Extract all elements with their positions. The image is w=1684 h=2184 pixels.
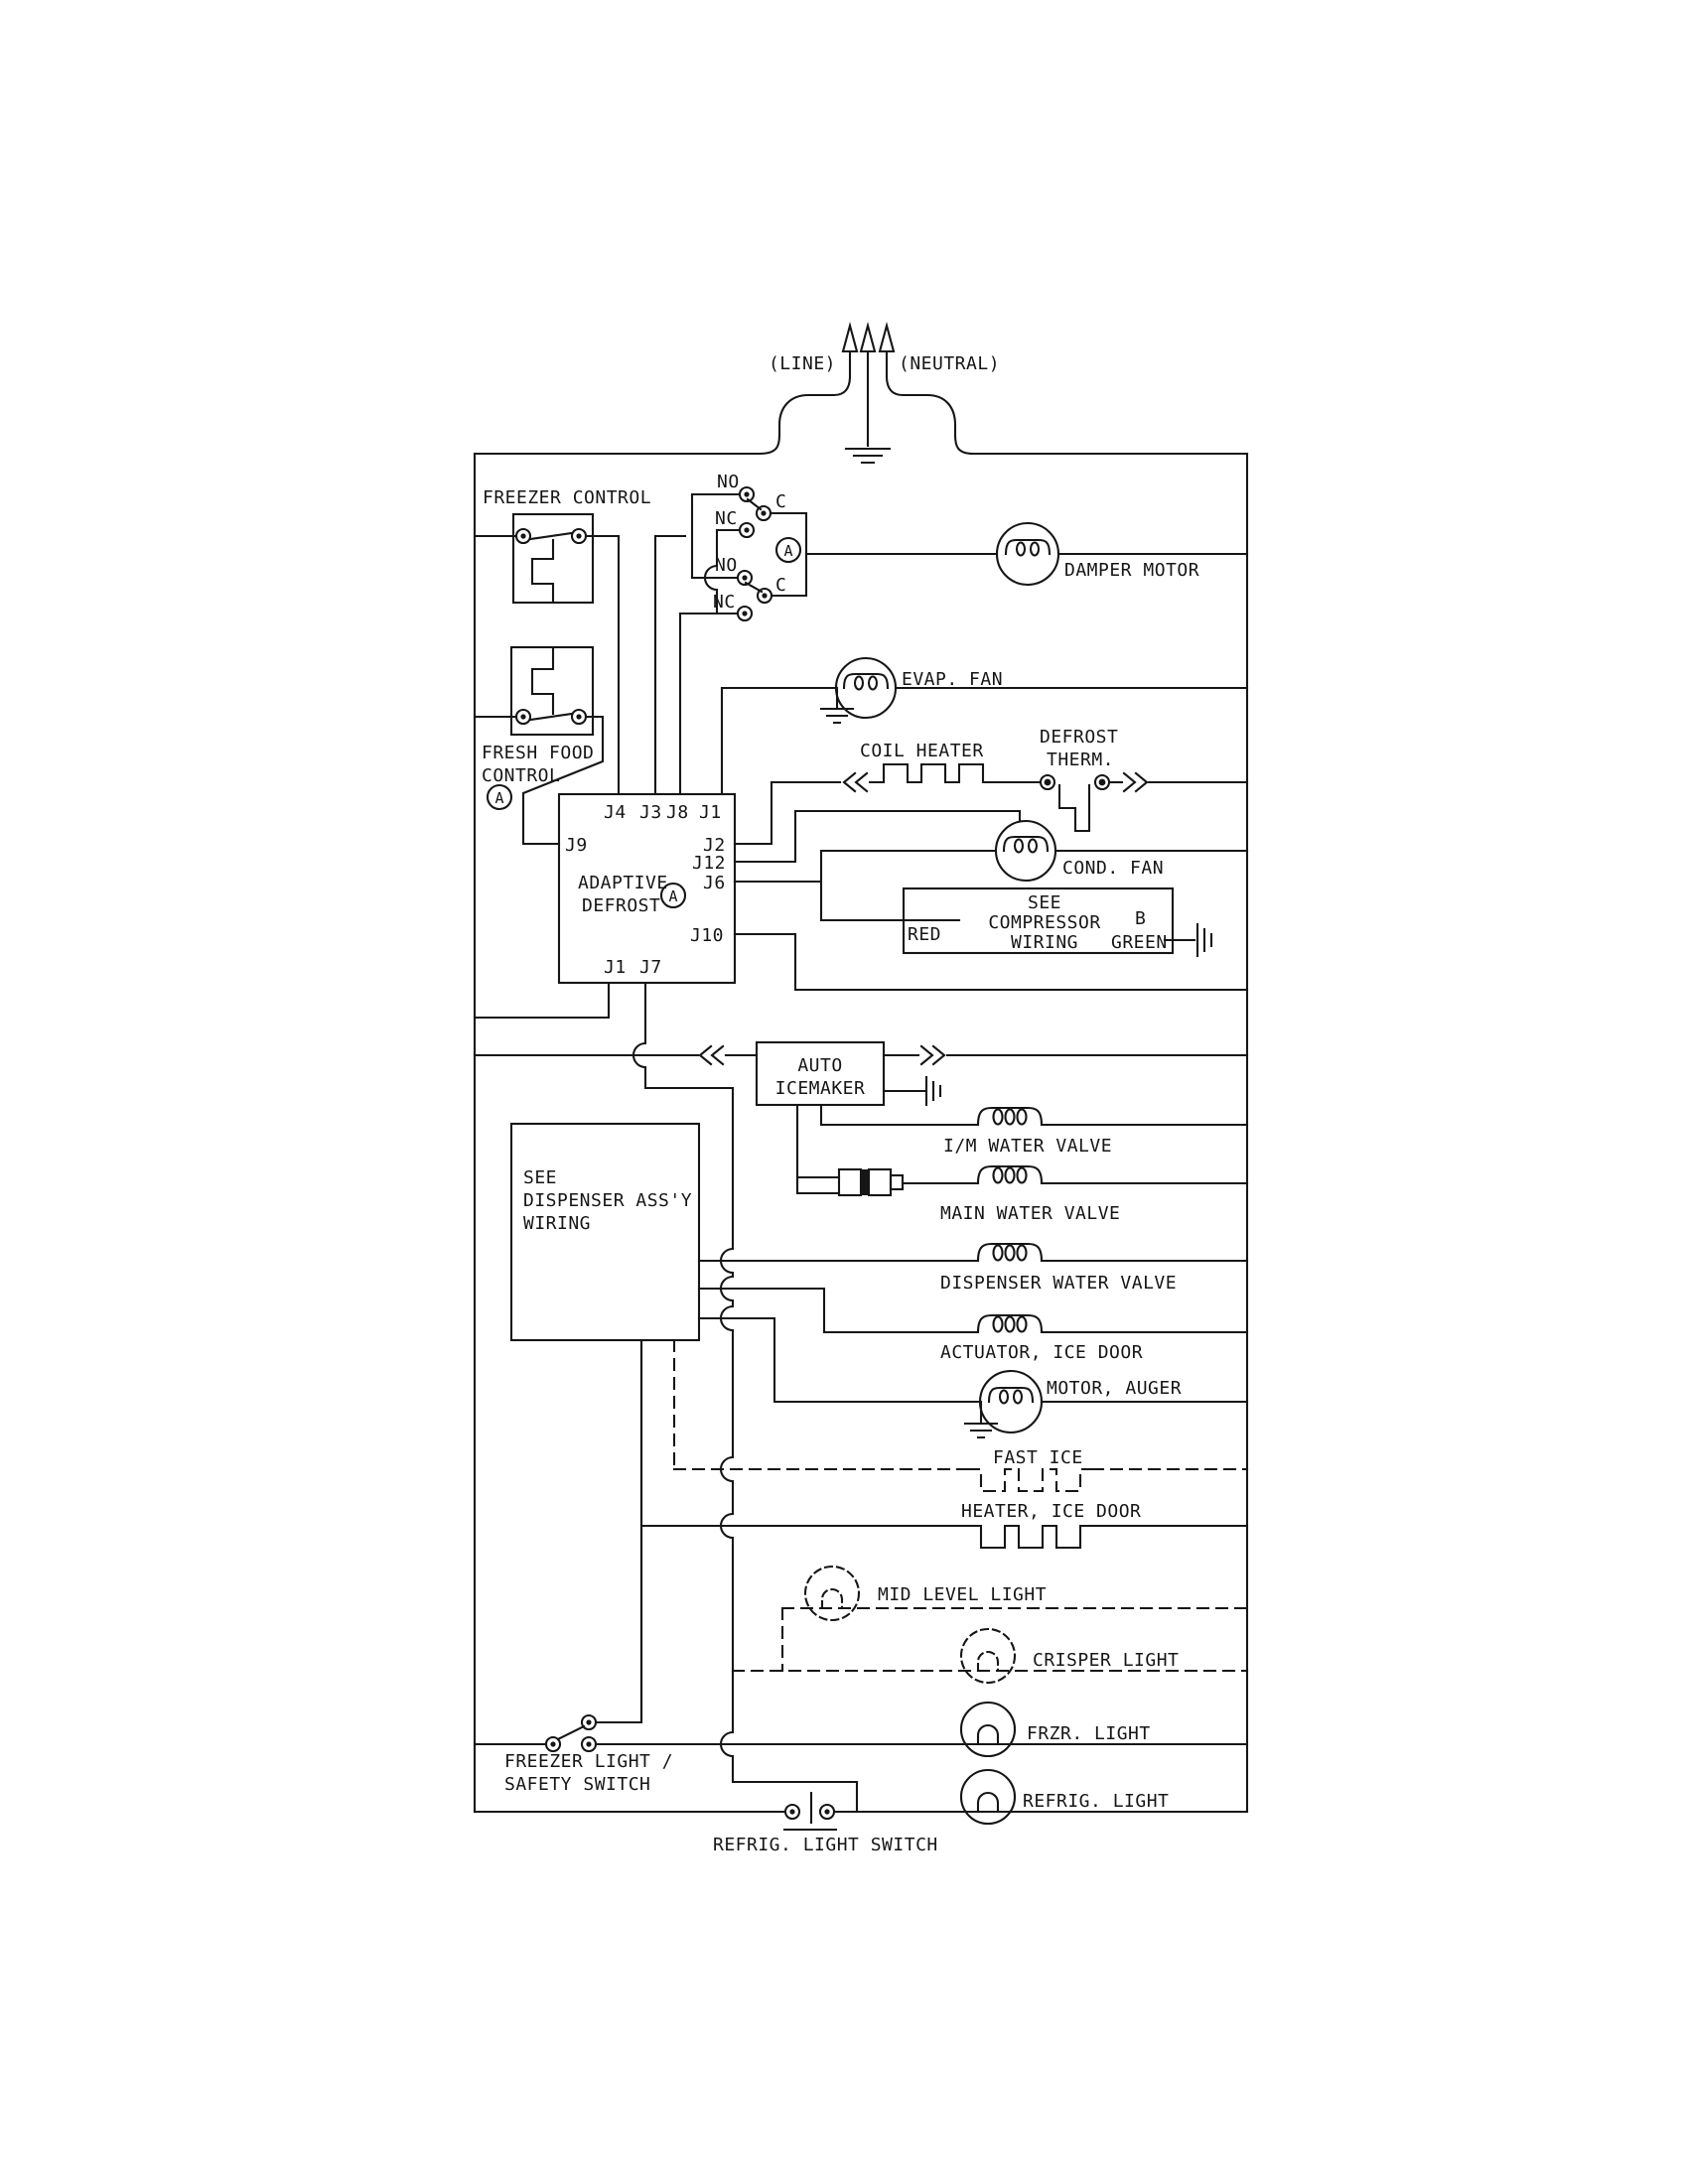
refrig-light-switch-label: REFRIG. LIGHT SWITCH <box>713 1835 938 1855</box>
light-bulb-icon <box>805 1567 859 1620</box>
port-j3: J3 <box>639 802 662 823</box>
freezer-control <box>475 487 651 603</box>
freezer-control-label: FREEZER CONTROL <box>483 487 652 508</box>
evap-fan <box>722 658 1247 723</box>
chassis-ground-icon <box>1197 924 1211 956</box>
terminal-icon <box>820 1805 834 1819</box>
dispenser-text-3: WIRING <box>523 1213 592 1234</box>
terminal-icon <box>757 506 771 520</box>
port-j4: J4 <box>604 802 627 823</box>
heater-ice-door-label: HEATER, ICE DOOR <box>961 1501 1142 1522</box>
dispenser-text-2: DISPENSER ASS'Y <box>523 1190 693 1211</box>
fresh-food-label-2: CONTROL <box>482 765 561 786</box>
circle-a-letter: A <box>668 887 678 905</box>
light-bulb-icon <box>961 1770 1015 1824</box>
frzr-light <box>596 1703 1247 1756</box>
port-j2: J2 <box>703 835 726 856</box>
refrig-light <box>961 1770 1169 1824</box>
actuator-ice-door-label: ACTUATOR, ICE DOOR <box>940 1342 1144 1363</box>
c1-label: C <box>775 491 787 512</box>
connector-chevron-icon <box>700 1046 723 1064</box>
heater-element-icon <box>968 1469 1092 1491</box>
terminal-icon <box>572 710 586 724</box>
terminal-icon <box>785 1805 799 1819</box>
terminal-icon <box>740 523 754 537</box>
light-bulb-icon <box>961 1629 1015 1683</box>
inline-connector-icon <box>839 1169 978 1195</box>
icemaker-text-1: AUTO <box>797 1055 843 1076</box>
terminal-icon <box>582 1715 596 1729</box>
neutral-label: (NEUTRAL) <box>899 353 1001 374</box>
connector-chevron-icon <box>1124 773 1147 791</box>
freezer-light-switch-label-2: SAFETY SWITCH <box>504 1774 651 1795</box>
im-water-valve <box>821 1105 1247 1157</box>
refrig-light-switch <box>713 1793 938 1855</box>
no1-label: NO <box>717 472 740 492</box>
terminal-icon <box>582 1737 596 1751</box>
chassis-ground-icon <box>926 1077 940 1105</box>
nc1-label: NC <box>715 508 738 529</box>
damper-motor-label: DAMPER MOTOR <box>1064 560 1200 581</box>
port-j7: J7 <box>639 957 662 978</box>
plug-prong-neutral-icon <box>880 326 894 351</box>
defrost-therm-label-2: THERM. <box>1047 750 1115 770</box>
terminal-icon <box>1095 775 1109 789</box>
crisper-light <box>733 1629 1247 1683</box>
crisper-light-label: CRISPER LIGHT <box>1033 1650 1180 1671</box>
defrost-label: DEFROST <box>582 895 661 916</box>
fresh-food-control <box>475 647 603 844</box>
port-j12: J12 <box>692 853 727 874</box>
port-j1b: J1 <box>604 957 627 978</box>
port-j8: J8 <box>666 802 689 823</box>
compressor-box <box>821 888 1211 956</box>
heater-element-icon <box>968 1526 1092 1548</box>
light-bulb-icon <box>961 1703 1015 1756</box>
terminal-icon <box>546 1737 560 1751</box>
cond-fan <box>735 811 1247 920</box>
im-water-valve-label: I/M WATER VALVE <box>943 1136 1113 1157</box>
line-label: (LINE) <box>768 353 836 374</box>
terminal-icon <box>516 529 530 543</box>
terminal-icon <box>572 529 586 543</box>
green-wire-label: GREEN <box>1111 932 1168 953</box>
port-j9: J9 <box>565 835 588 856</box>
heater-element-icon <box>884 764 1040 782</box>
terminal-icon <box>516 710 530 724</box>
motor-auger <box>699 1318 1247 1437</box>
evap-fan-label: EVAP. FAN <box>902 669 1004 690</box>
fresh-food-label-1: FRESH FOOD <box>482 743 595 763</box>
coil-heater-label: COIL HEATER <box>860 741 984 761</box>
plug-prong-line-icon <box>843 326 857 351</box>
main-water-valve-label: MAIN WATER VALVE <box>940 1203 1121 1224</box>
dispenser-water-valve-label: DISPENSER WATER VALVE <box>940 1273 1178 1294</box>
c2-label: C <box>775 575 787 596</box>
plug-prong-ground-icon <box>861 326 875 351</box>
motor-auger-label: MOTOR, AUGER <box>1047 1378 1183 1399</box>
terminal-icon <box>758 589 772 603</box>
feeder-wire <box>721 1088 857 1812</box>
main-water-valve <box>940 1166 1247 1224</box>
dispenser-text-1: SEE <box>523 1167 558 1188</box>
compressor-text-1: SEE <box>1027 892 1062 913</box>
icemaker-text-2: ICEMAKER <box>774 1078 866 1099</box>
compressor-text-2: COMPRESSOR <box>988 912 1101 933</box>
connector-chevron-icon <box>844 773 867 791</box>
port-j10: J10 <box>690 925 725 946</box>
connector-chevron-icon <box>921 1046 944 1064</box>
terminal-icon <box>738 607 752 620</box>
nc2-label: NC <box>713 592 736 613</box>
b-wire-label: B <box>1135 908 1147 929</box>
cond-fan-label: COND. FAN <box>1062 858 1165 879</box>
dispenser-water-valve <box>699 1244 1247 1294</box>
red-wire-label: RED <box>908 924 942 945</box>
earth-ground-icon <box>846 449 890 463</box>
compressor-text-3: WIRING <box>1010 932 1079 953</box>
circle-a-letter: A <box>783 542 793 560</box>
circle-a-letter: A <box>494 789 504 807</box>
power-cord-plug <box>769 326 1000 463</box>
freezer-light-switch-label-1: FREEZER LIGHT / <box>504 1751 674 1772</box>
frzr-light-label: FRZR. LIGHT <box>1027 1723 1151 1744</box>
mid-level-light-label: MID LEVEL LIGHT <box>878 1584 1048 1605</box>
actuator-ice-door <box>699 1289 1247 1363</box>
defrost-therm-label-1: DEFROST <box>1040 727 1119 748</box>
freezer-light-safety-switch <box>475 1340 673 1795</box>
fast-ice-label: FAST ICE <box>993 1447 1083 1468</box>
damper-switch <box>619 472 806 794</box>
adaptive-label: ADAPTIVE <box>578 873 668 893</box>
dispenser-box <box>511 1124 699 1340</box>
port-j6: J6 <box>703 873 726 893</box>
damper-motor <box>806 523 1247 585</box>
refrig-light-label: REFRIG. LIGHT <box>1023 1791 1170 1812</box>
port-j1: J1 <box>699 802 722 823</box>
terminal-icon <box>1041 775 1054 789</box>
coil-heater-defrost-therm <box>735 727 1247 844</box>
no2-label: NO <box>715 555 738 576</box>
